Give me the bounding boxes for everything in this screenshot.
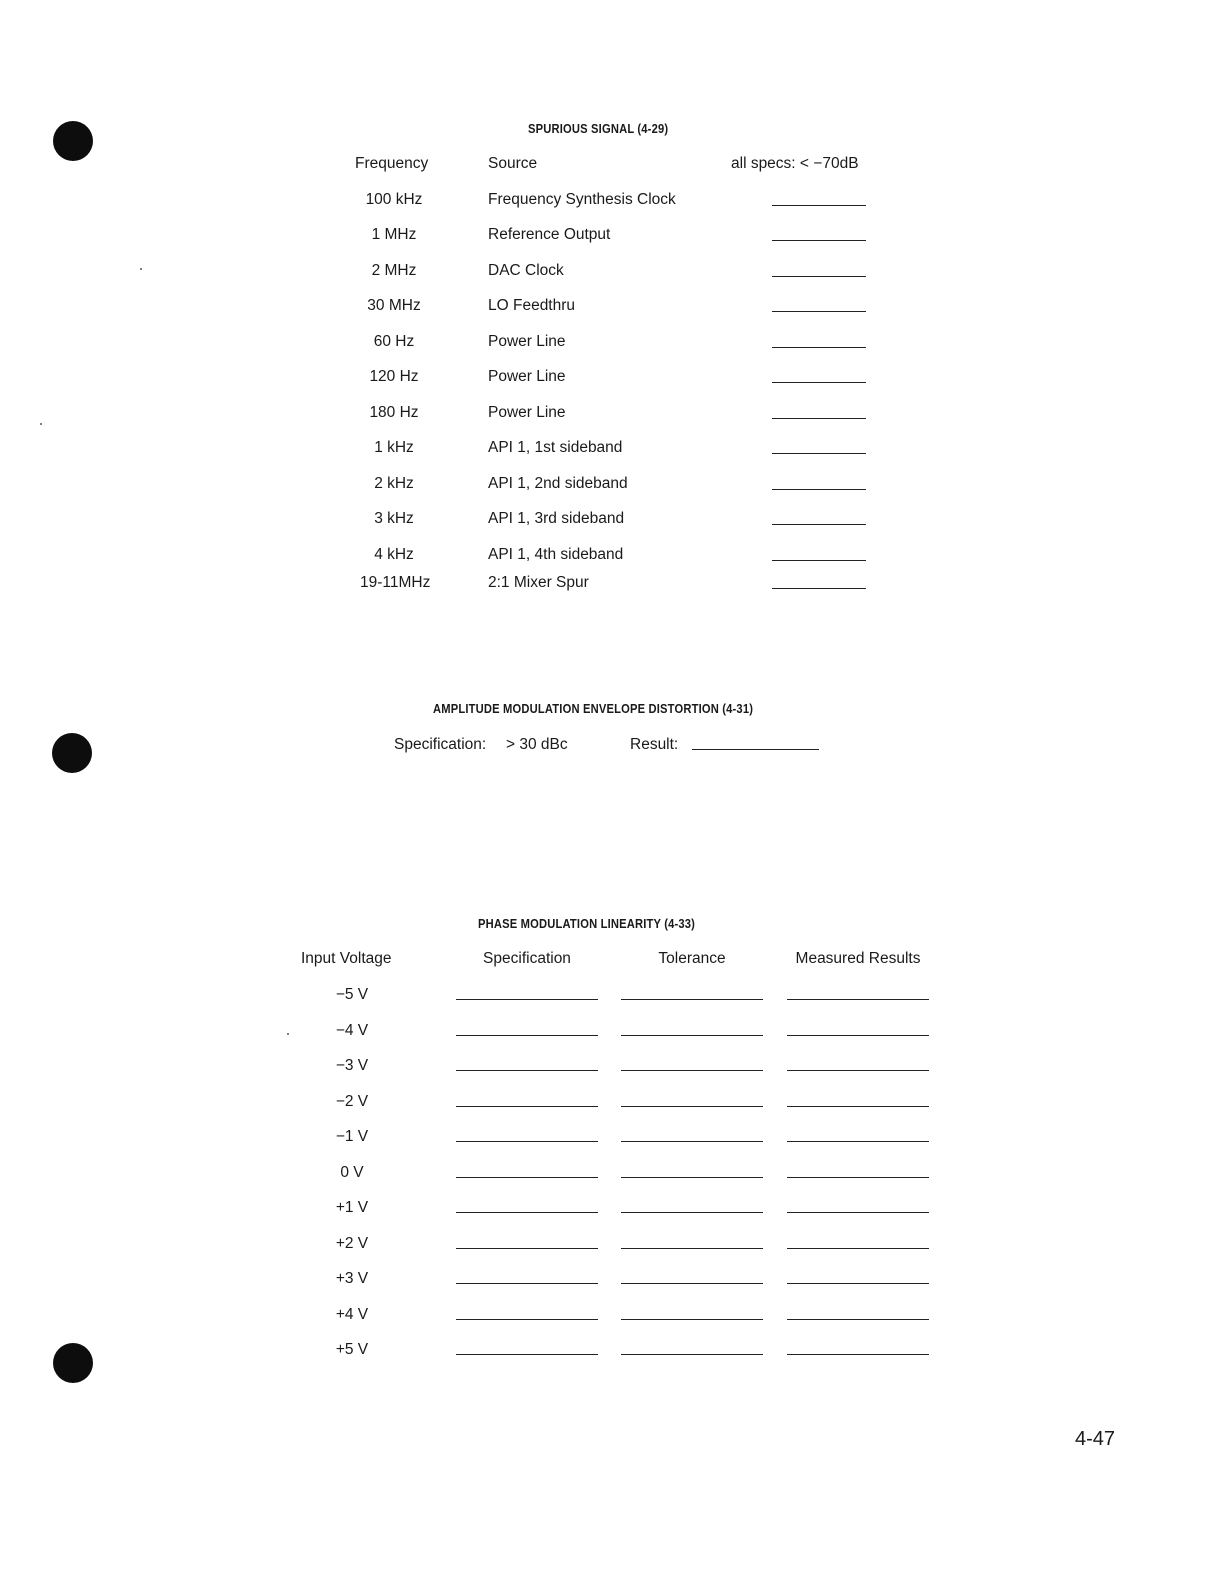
measured-results-header: Measured Results	[795, 950, 921, 967]
input-voltage-value: +1 V	[335, 1199, 369, 1216]
input-voltage-value: −3 V	[335, 1057, 369, 1074]
measured-result-blank[interactable]	[787, 1354, 929, 1355]
input-voltage-header: Input Voltage	[301, 950, 392, 967]
spurious-result-blank[interactable]	[772, 276, 866, 277]
measured-result-blank[interactable]	[787, 1319, 929, 1320]
spurious-result-blank[interactable]	[772, 560, 866, 561]
specs-header: all specs: < −70dB	[731, 155, 859, 172]
input-voltage-value: 0 V	[340, 1163, 364, 1181]
am-result-blank[interactable]	[692, 749, 819, 750]
specification-blank[interactable]	[456, 1106, 598, 1107]
scan-speck	[287, 1033, 289, 1035]
tolerance-header: Tolerance	[658, 950, 726, 967]
spurious-result-blank[interactable]	[772, 205, 866, 206]
spurious-source: API 1, 3rd sideband	[488, 510, 625, 528]
spurious-source: API 1, 4th sideband	[488, 545, 624, 563]
spurious-source: Frequency Synthesis Clock	[488, 191, 676, 208]
tolerance-blank[interactable]	[621, 1283, 763, 1284]
spurious-frequency: 100 kHz	[365, 191, 423, 208]
spurious-result-blank[interactable]	[772, 311, 866, 312]
am-specification-label: Specification:	[394, 736, 487, 753]
measured-result-blank[interactable]	[787, 1035, 929, 1036]
spurious-frequency: 30 MHz	[367, 297, 421, 315]
specification-header: Specification	[483, 950, 571, 967]
scan-speck	[40, 423, 42, 425]
measured-result-blank[interactable]	[787, 1070, 929, 1071]
spurious-source: Reference Output	[488, 226, 611, 244]
measured-result-blank[interactable]	[787, 999, 929, 1000]
spurious-frequency: 2 MHz	[371, 261, 417, 279]
tolerance-blank[interactable]	[621, 1177, 763, 1178]
input-voltage-value: −1 V	[335, 1128, 369, 1145]
frequency-header: Frequency	[355, 155, 429, 172]
spurious-source: Power Line	[488, 332, 566, 350]
specification-blank[interactable]	[456, 1035, 598, 1036]
spurious-result-blank[interactable]	[772, 382, 866, 383]
specification-blank[interactable]	[456, 1177, 598, 1178]
input-voltage-value: −2 V	[335, 1092, 369, 1110]
input-voltage-value: −5 V	[335, 986, 369, 1003]
spurious-frequency: 180 Hz	[369, 403, 419, 421]
spurious-result-blank[interactable]	[772, 240, 866, 241]
spurious-frequency: 4 kHz	[374, 545, 414, 563]
spurious-source: API 1, 2nd sideband	[488, 474, 628, 492]
source-header: Source	[488, 155, 538, 172]
spurious-source: Power Line	[488, 368, 566, 386]
scan-speck	[140, 268, 142, 270]
spurious-source: API 1, 1st sideband	[488, 439, 623, 457]
measured-result-blank[interactable]	[787, 1212, 929, 1213]
tolerance-blank[interactable]	[621, 1319, 763, 1320]
tolerance-blank[interactable]	[621, 999, 763, 1000]
input-voltage-value: −4 V	[335, 1021, 369, 1039]
binder-hole-middle	[52, 733, 92, 773]
spurious-source: Power Line	[488, 403, 566, 421]
tolerance-blank[interactable]	[621, 1141, 763, 1142]
input-voltage-value: +3 V	[335, 1270, 369, 1287]
spurious-signal-title: SPURIOUS SIGNAL (4-29)	[528, 121, 669, 136]
specification-blank[interactable]	[456, 1354, 598, 1355]
spurious-source: 2:1 Mixer Spur	[488, 574, 589, 591]
measured-result-blank[interactable]	[787, 1283, 929, 1284]
am-specification-value: > 30 dBc	[506, 736, 568, 753]
tolerance-blank[interactable]	[621, 1212, 763, 1213]
specification-blank[interactable]	[456, 1319, 598, 1320]
specification-blank[interactable]	[456, 1248, 598, 1249]
binder-hole-top	[53, 121, 93, 161]
tolerance-blank[interactable]	[621, 1070, 763, 1071]
am-distortion-title: AMPLITUDE MODULATION ENVELOPE DISTORTION (4-31)	[433, 701, 754, 716]
spurious-result-blank[interactable]	[772, 418, 866, 419]
specification-blank[interactable]	[456, 1141, 598, 1142]
input-voltage-value: +5 V	[335, 1341, 369, 1358]
specification-blank[interactable]	[456, 1070, 598, 1071]
tolerance-blank[interactable]	[621, 1106, 763, 1107]
spurious-source: DAC Clock	[488, 261, 564, 279]
spurious-result-blank[interactable]	[772, 347, 866, 348]
measured-result-blank[interactable]	[787, 1141, 929, 1142]
specification-blank[interactable]	[456, 1283, 598, 1284]
spurious-result-blank[interactable]	[772, 453, 866, 454]
measured-result-blank[interactable]	[787, 1177, 929, 1178]
measured-result-blank[interactable]	[787, 1248, 929, 1249]
spurious-frequency: 3 kHz	[374, 510, 414, 528]
spurious-frequency: 1 MHz	[371, 226, 417, 244]
measured-result-blank[interactable]	[787, 1106, 929, 1107]
spurious-result-blank[interactable]	[772, 489, 866, 490]
spurious-frequency: 60 Hz	[373, 332, 415, 350]
tolerance-blank[interactable]	[621, 1248, 763, 1249]
binder-hole-bottom	[53, 1343, 93, 1383]
page-number: 4-47	[1075, 1428, 1116, 1450]
input-voltage-value: +2 V	[335, 1234, 369, 1252]
am-result-label: Result:	[630, 736, 679, 753]
spurious-frequency: 1 kHz	[374, 439, 414, 457]
specification-blank[interactable]	[456, 1212, 598, 1213]
spurious-frequency: 2 kHz	[374, 474, 414, 492]
pm-linearity-title: PHASE MODULATION LINEARITY (4-33)	[478, 916, 696, 931]
spurious-result-blank[interactable]	[772, 524, 866, 525]
spurious-frequency: 120 Hz	[369, 368, 419, 386]
spurious-result-blank[interactable]	[772, 588, 866, 589]
tolerance-blank[interactable]	[621, 1035, 763, 1036]
specification-blank[interactable]	[456, 999, 598, 1000]
spurious-frequency: 19-11MHz	[360, 574, 431, 591]
input-voltage-value: +4 V	[335, 1305, 369, 1323]
spurious-source: LO Feedthru	[488, 297, 576, 315]
tolerance-blank[interactable]	[621, 1354, 763, 1355]
